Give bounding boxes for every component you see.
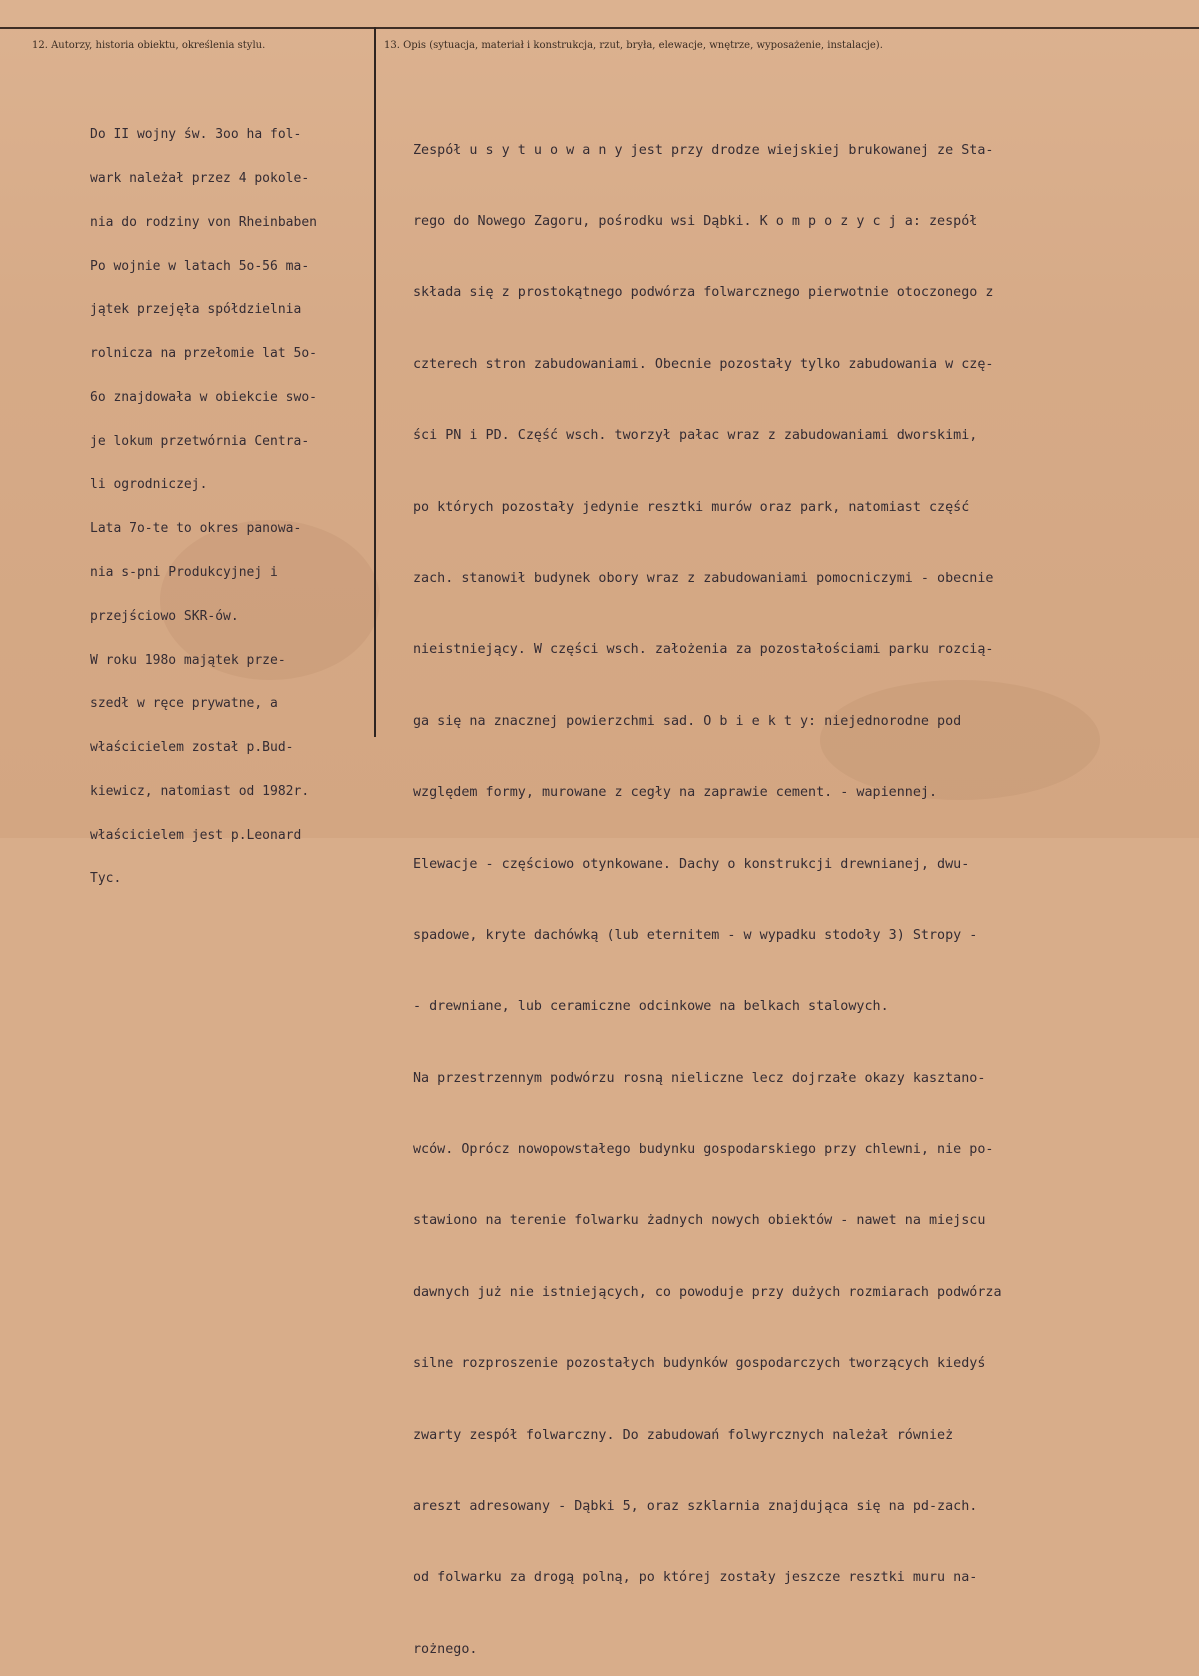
text-line: szedł w ręce prywatne, a	[90, 696, 278, 712]
text-line: Tyc.	[90, 871, 122, 887]
text-line: Na przestrzennym podwórzu rosną nieliczne lecz dojrzałe okazy kasztano-	[413, 1070, 986, 1086]
text-line: po których pozostały jedynie resztki murów oraz park, natomiast część	[413, 499, 970, 515]
text-line: dawnych już nie istniejących, co powoduje przy dużych rozmiarach podwórza	[413, 1284, 1002, 1300]
text-line: czterech stron zabudowaniami. Obecnie pozostały tylko zabudowania w czę-	[413, 356, 994, 372]
text-line: jątek przejęła spółdzielnia	[90, 302, 302, 318]
text-line: przejściowo SKR-ów.	[90, 608, 239, 624]
text-line: właścicielem jest p.Leonard	[90, 827, 302, 843]
text-line: rolnicza na przełomie lat 5o-	[90, 346, 317, 362]
text-line: rożnego.	[413, 1641, 478, 1657]
text-line: zwarty zespół folwarczny. Do zabudowań folwyrcznych należał również	[413, 1427, 954, 1443]
history-text	[90, 99, 317, 916]
section-13-header: 13. Opis (sytuacja, materiał i konstrukcja, rzut, bryła, elewacje, wnętrze, wyposażenie, instalacje).	[384, 40, 883, 51]
header-rule	[0, 27, 1199, 29]
text-line: wców. Oprócz nowopowstałego budynku gospodarskiego przy chlewni, nie po-	[413, 1142, 994, 1158]
text-line: wark należał przez 4 pokole-	[90, 170, 310, 186]
section-12-header: 12. Autorzy, historia obiektu, określenia stylu.	[32, 40, 266, 51]
text-line: od folwarku za drogą polną, po której zostały jeszcze resztki muru na-	[413, 1570, 978, 1586]
text-line: areszt adresowany - Dąbki 5, oraz szklarnia znajdująca się na pd-zach.	[413, 1499, 978, 1515]
text-line: 6o znajdowała w obiekcie swo-	[90, 389, 317, 405]
text-line: je lokum przetwórnia Centra-	[90, 433, 310, 449]
text-line: rego do Nowego Zagoru, pośrodku wsi Dąbki. K o m p o z y c j a: zespół	[413, 213, 978, 229]
text-line: spadowe, kryte dachówką (lub eternitem - w wypadku stodoły 3) Stropy -	[413, 927, 978, 943]
text-line: Lata 7o-te to okres panowa-	[90, 521, 302, 537]
text-line: Elewacje - częściowo otynkowane. Dachy o konstrukcji drewnianej, dwu-	[413, 856, 970, 872]
text-line: W roku 198o majątek prze-	[90, 652, 286, 668]
text-line: Zespół u s y t u o w a n y jest przy drodze wiejskiej brukowanej ze Sta-	[413, 142, 994, 158]
text-line: Do II wojny św. 3oo ha fol-	[90, 127, 302, 143]
text-line: ga się na znacznej powierzchmi sad. O b i e k t y: niejednorodne pod	[413, 713, 962, 729]
description-text	[413, 91, 1002, 1676]
text-line: składa się z prostokątnego podwórza folwarcznego pierwotnie otoczonego z	[413, 285, 994, 301]
column-divider	[374, 27, 376, 737]
text-line: nieistniejący. W części wsch. założenia za pozostałościami parku rozcią-	[413, 642, 994, 658]
text-line: nia do rodziny von Rheinbaben	[90, 214, 317, 230]
text-line: właścicielem został p.Bud-	[90, 740, 294, 756]
text-line: zach. stanowił budynek obory wraz z zabudowaniami pomocniczymi - obecnie	[413, 570, 994, 586]
text-line: li ogrodniczej.	[90, 477, 208, 493]
text-line: kiewicz, natomiast od 1982r.	[90, 783, 310, 799]
text-line: względem formy, murowane z cegły na zaprawie cement. - wapiennej.	[413, 785, 938, 801]
text-line: ści PN i PD. Część wsch. tworzył pałac wraz z zabudowaniami dworskimi,	[413, 428, 978, 444]
text-line: Po wojnie w latach 5o-56 ma-	[90, 258, 310, 274]
text-line: silne rozproszenie pozostałych budynków gospodarczych tworzących kiedyś	[413, 1356, 986, 1372]
text-line: nia s-pni Produkcyjnej i	[90, 565, 278, 580]
text-line: stawiono na terenie folwarku żadnych nowych obiektów - nawet na miejscu	[413, 1213, 986, 1229]
text-line: - drewniane, lub ceramiczne odcinkowe na belkach stalowych.	[413, 999, 889, 1015]
